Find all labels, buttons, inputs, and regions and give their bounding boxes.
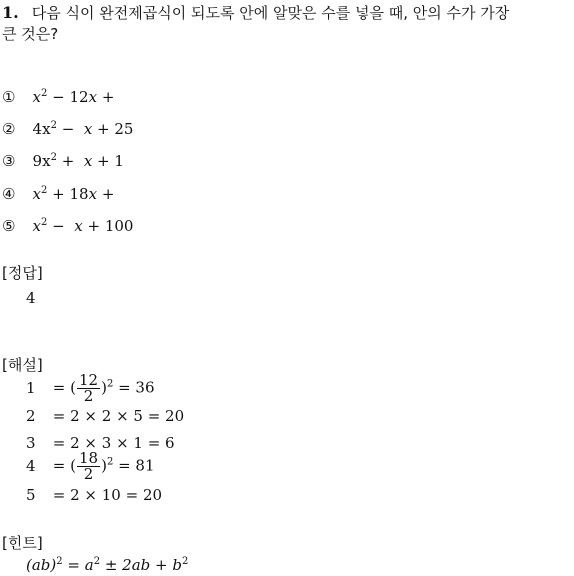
choice-marker: ②: [2, 120, 16, 138]
explanation-term: = 2 × 10 = 20: [52, 486, 163, 504]
explanation-term: ): [101, 378, 107, 397]
explanation-row: [26, 486, 162, 504]
choice-exponent: 2: [50, 152, 57, 163]
explanation-exponent: 2: [106, 378, 114, 390]
choice-term: x: [32, 185, 42, 203]
choice-term: + 1: [92, 152, 124, 170]
answer-value: 4: [26, 289, 36, 307]
choice-term: −: [56, 120, 84, 138]
choice-term: x: [74, 217, 83, 235]
choice-term: +: [97, 185, 115, 203]
choice-5: [2, 216, 133, 235]
explanation-row: [26, 451, 155, 482]
explanation-term: = 2 × 2 × 5 = 20: [52, 407, 185, 425]
choice-marker: ③: [2, 152, 16, 170]
explanation-term: = (: [52, 456, 76, 475]
choice-term: 4x: [32, 120, 51, 138]
choice-term: x: [32, 88, 42, 106]
hint-label: [힌트]: [2, 534, 43, 552]
question: [2, 2, 509, 23]
hint-exponent: 2: [93, 556, 101, 567]
question-number: 1.: [2, 3, 19, 22]
explanation-row: [26, 373, 155, 404]
explanation-row: [26, 434, 175, 452]
explanation-row-number: 2: [26, 407, 36, 425]
choice-term: + 18: [47, 185, 89, 203]
explanation-term: = 36: [113, 378, 155, 397]
explanation-exponent: 2: [106, 456, 114, 468]
hint-term: = a: [62, 556, 94, 574]
choice-term: +: [56, 152, 84, 170]
choice-exponent: 2: [41, 88, 48, 99]
choice-1: [2, 87, 114, 106]
choice-exponent: 2: [50, 120, 57, 131]
choice-marker: ⑤: [2, 217, 16, 235]
choice-marker: ①: [2, 88, 16, 106]
question-text-line2: 큰 것은?: [2, 25, 59, 43]
explanation-row-number: 3: [26, 434, 36, 452]
choice-marker: ④: [2, 185, 16, 203]
fraction-denominator: 2: [83, 387, 94, 405]
hint-term: (ab): [26, 556, 57, 574]
question-text-line1: 다음 식이 완전제곱식이 되도록 안에 알맞은 수를 넣을 때, 안의 수가 가장: [31, 4, 510, 22]
choice-term: −: [47, 217, 75, 235]
explanation-label: [해설]: [2, 356, 43, 374]
hint-exponent: 2: [56, 556, 63, 567]
choice-term: + 100: [82, 217, 134, 235]
fraction-numerator: 18: [78, 449, 99, 467]
choice-term: x: [88, 185, 98, 203]
choice-2: [2, 119, 133, 138]
choice-term: +: [97, 88, 115, 106]
explanation-term: ): [101, 456, 107, 475]
explanation-row-number: 5: [26, 486, 36, 504]
hint-term: ± 2ab + b: [100, 556, 182, 574]
choice-term: x: [32, 217, 42, 235]
choice-exponent: 2: [41, 185, 48, 196]
explanation-term: = 81: [113, 456, 155, 475]
choice-term: x: [83, 120, 93, 138]
choice-3: [2, 151, 124, 170]
choice-term: 9x: [32, 152, 51, 170]
explanation-term: = 2 × 3 × 1 = 6: [52, 434, 175, 452]
fraction-numerator: 12: [78, 371, 99, 389]
explanation-row: [26, 407, 184, 425]
choice-term: − 12: [47, 88, 89, 106]
choice-term: + 25: [92, 120, 134, 138]
explanation-term: = (: [52, 378, 76, 397]
hint-exponent: 2: [181, 556, 189, 567]
fraction: [77, 451, 100, 482]
hint-formula: [26, 556, 188, 574]
choice-term: x: [83, 152, 93, 170]
fraction: [77, 373, 100, 404]
choice-term: x: [88, 88, 98, 106]
explanation-row-number: 1: [26, 378, 36, 397]
explanation-row-number: 4: [26, 456, 36, 475]
answer-label: [정답]: [2, 264, 43, 282]
choice-exponent: 2: [41, 217, 48, 228]
fraction-denominator: 2: [83, 465, 94, 483]
choice-4: [2, 184, 114, 203]
